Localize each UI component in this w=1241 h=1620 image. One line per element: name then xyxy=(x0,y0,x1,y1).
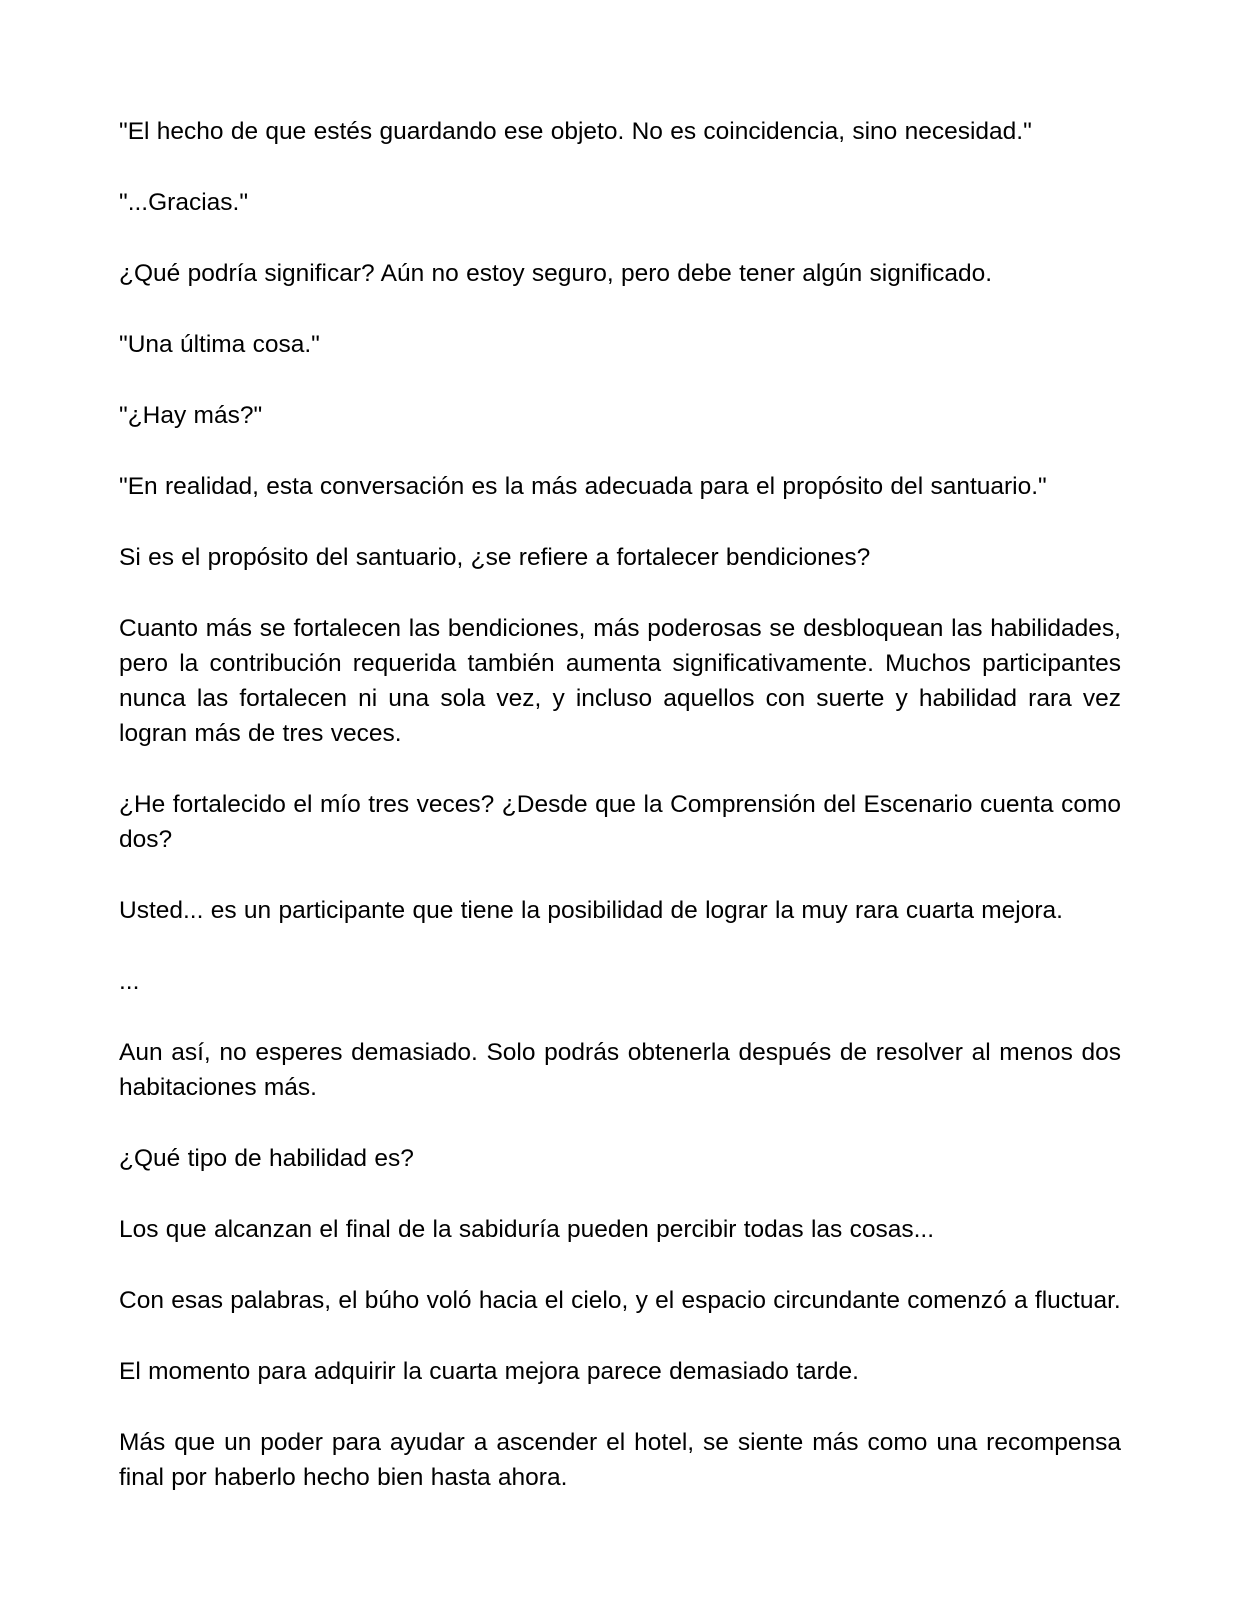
paragraph-4: "Una última cosa." xyxy=(119,331,320,358)
paragraph-7: Si es el propósito del santuario, ¿se refiere a fortalecer bendiciones? xyxy=(119,544,871,571)
paragraph-14: Los que alcanzan el final de la sabiduría pueden percibir todas las cosas... xyxy=(119,1216,935,1243)
paragraph-9: ¿He fortalecido el mío tres veces? ¿Desde que la Comprensión del Escenario cuenta como dos? xyxy=(119,791,1121,853)
document-body xyxy=(119,114,1121,1495)
paragraph-10: Usted... es un participante que tiene la posibilidad de lograr la muy rara cuarta mejora. xyxy=(119,897,1063,924)
paragraph-3: ¿Qué podría significar? Aún no estoy seguro, pero debe tener algún significado. xyxy=(119,260,993,287)
paragraph-16: El momento para adquirir la cuarta mejora parece demasiado tarde. xyxy=(119,1358,859,1385)
paragraph-1: "El hecho de que estés guardando ese objeto. No es coincidencia, sino necesidad." xyxy=(119,118,1032,145)
paragraph-13: ¿Qué tipo de habilidad es? xyxy=(119,1145,414,1172)
paragraph-2: "...Gracias." xyxy=(119,189,249,216)
paragraph-8: Cuanto más se fortalecen las bendiciones, más poderosas se desbloquean las habilidades, pero la contribución requerida también aumenta significativamente. Muchos participantes nunca las fortalecen ni una sola vez, y incluso aquellos con suerte y habilidad rara vez logran más de tres veces. xyxy=(119,615,1121,747)
paragraph-12: Aun así, no esperes demasiado. Solo podrás obtenerla después de resolver al menos dos habitaciones más. xyxy=(119,1039,1121,1101)
paragraph-6: "En realidad, esta conversación es la más adecuada para el propósito del santuario." xyxy=(119,473,1047,500)
paragraph-15: Con esas palabras, el búho voló hacia el cielo, y el espacio circundante comenzó a fluctuar. xyxy=(119,1287,1121,1314)
paragraph-5: "¿Hay más?" xyxy=(119,402,263,429)
paragraph-17: Más que un poder para ayudar a ascender el hotel, se siente más como una recompensa final por haberlo hecho bien hasta ahora. xyxy=(119,1429,1121,1491)
paragraph-11: ... xyxy=(119,968,140,995)
